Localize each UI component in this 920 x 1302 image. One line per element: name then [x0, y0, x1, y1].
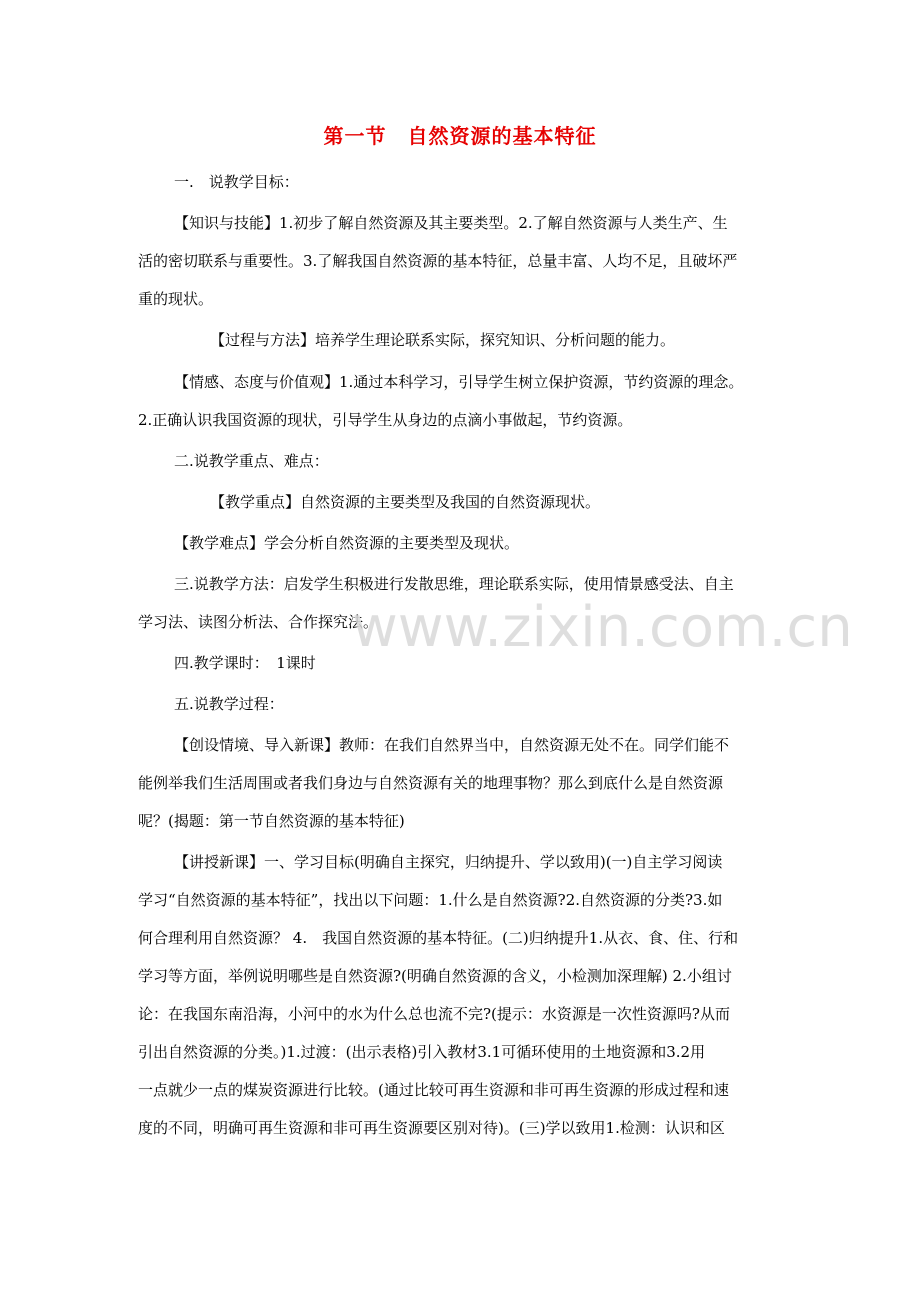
document-title: 第一节 自然资源的基本特征	[323, 124, 597, 148]
section-heading-methods: 三.说教学方法：启发学生积极进行发散思维，理论联系实际，使用情景感受法、自主	[174, 575, 734, 593]
paragraph-line: 重的现状。	[138, 290, 214, 308]
paragraph-line: 度的不同，明确可再生资源和非可再生资源要区别对待)。(三)学以致用1.检测：认识和区	[138, 1119, 725, 1137]
paragraph-line: 活的密切联系与重要性。3.了解我国自然资源的基本特征，总量丰富、人均不足，且破坏严	[138, 252, 738, 270]
paragraph-line: 呢？(揭题：第一节自然资源的基本特征)	[138, 812, 405, 830]
paragraph-line: 【教学重点】自然资源的主要类型及我国的自然资源现状。	[210, 493, 601, 511]
paragraph-line: 【情感、态度与价值观】1.通过本科学习，引导学生树立保护资源，节约资源的理念。	[174, 373, 744, 391]
watermark: www.zixin.com.cn	[352, 595, 853, 660]
section-heading-hours: 四.教学课时： 1课时	[174, 654, 316, 672]
paragraph-line: 2.正确认识我国资源的现状，引导学生从身边的点滴小事做起，节约资源。	[138, 411, 633, 429]
section-heading-process: 五.说教学过程：	[174, 695, 284, 713]
section-heading-goals: 一. 说教学目标：	[174, 173, 299, 191]
paragraph-line: 学习法、读图分析法、合作探究法。	[138, 613, 379, 631]
paragraph-line: 【过程与方法】培养学生理论联系实际，探究知识、分析问题的能力。	[210, 331, 676, 349]
paragraph-line: 【创设情境、导入新课】教师：在我们自然界当中，自然资源无处不在。同学们能不	[174, 736, 730, 754]
paragraph-line: 【教学难点】学会分析自然资源的主要类型及现状。	[174, 534, 520, 552]
paragraph-line: 何合理利用自然资源？ 4. 我国自然资源的基本特征。(二)归纳提升1.从衣、食、住、行和	[138, 929, 739, 947]
paragraph-line: 引出自然资源的分类。)1.过渡：(出示表格)引入教材3.1可循环使用的土地资源和3.2用	[138, 1043, 706, 1061]
paragraph-line: 学习“自然资源的基本特征”，找出以下问题：1.什么是自然资源?2.自然资源的分类?3.如	[138, 891, 723, 909]
paragraph-line: 【知识与技能】1.初步了解自然资源及其主要类型。2.了解自然资源与人类生产、生	[174, 214, 728, 232]
section-heading-focus: 二.说教学重点、难点：	[174, 452, 329, 470]
paragraph-line: 一点就少一点的煤炭资源进行比较。(通过比较可再生资源和非可再生资源的形成过程和速	[138, 1081, 729, 1099]
paragraph-line: 【讲授新课】一、学习目标(明确自主探究，归纳提升、学以致用)(一)自主学习阅读	[174, 853, 723, 871]
paragraph-line: 学习等方面，举例说明哪些是自然资源?(明确自然资源的含义，小检测加深理解) 2.小组讨	[138, 967, 732, 985]
paragraph-line: 论：在我国东南沿海，小河中的水为什么总也流不完?(提示：水资源是一次性资源吗?从而	[138, 1005, 730, 1023]
paragraph-line: 能例举我们生活周围或者我们身边与自然资源有关的地理事物？那么到底什么是自然资源	[138, 774, 724, 792]
